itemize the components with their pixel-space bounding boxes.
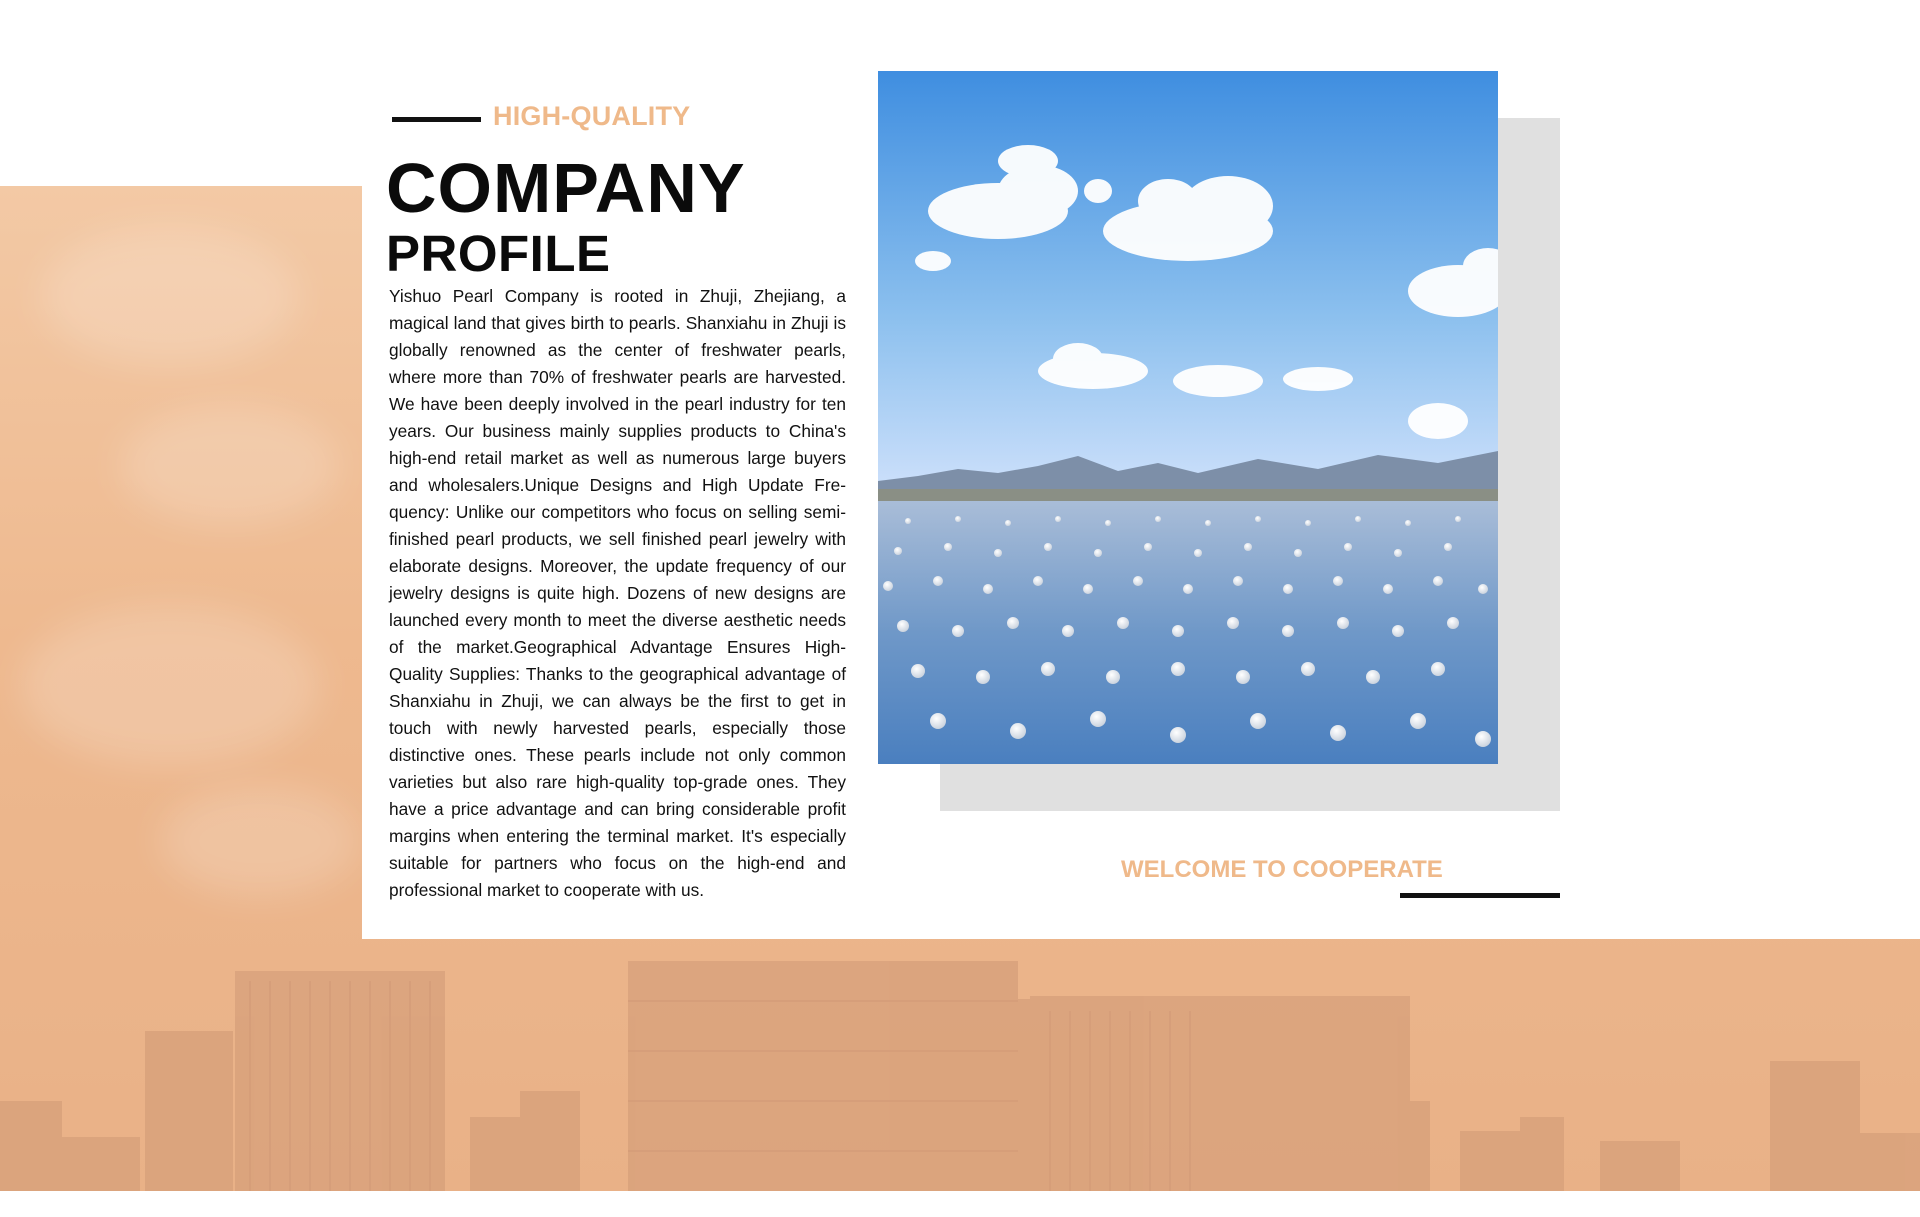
company-profile-text: Yishuo Pearl Company is rooted in Zhuji, Zhejiang, a magical land that gives birth to pearls. Shanxiahu in Zhuji is globally renowned as the center of freshwater pearls, where more than 70% of freshwater pearls are harvested. We have been deeply involved in the pearl industry for ten years. Our business mainly supplies products to China's high-end retail market as well as numerous large buyers and wholesalers.Unique Designs and High Update Frequency: Unlike our competitors who focus on selling semi-finished pearl products, we sell finished pearl jewelry with elaborate designs. Moreover, the update frequency of our jewelry designs is quite high. Dozens of new designs are launched every month to meet the diverse aesthetic needs of the market.Geographical Advantage Ensures High-Quality Supplies: Thanks to the geographical advantage of Shanxiahu in Zhuji, we can always be the first to get in touch with newly harvested pearls, especially those distinctive ones. These pearls include not only common varieties but also rare high-quality top-grade ones. They have a price advantage and can bring considerable profit margins when entering the terminal market. It's especially suitable for partners who focus on the high-end and professional market to cooperate with us. (389, 286, 846, 900)
welcome-heading: WELCOME TO COOPERATE (1121, 856, 1443, 883)
pearl-farm-photo (878, 71, 1498, 764)
bg-cloud (40, 226, 300, 366)
tagline-rule (392, 117, 481, 122)
page-title-line2: PROFILE (386, 225, 611, 282)
page-title-line1: COMPANY (386, 149, 746, 227)
bg-cloud (120, 406, 340, 526)
welcome-rule (1400, 893, 1560, 898)
bottom-white-strip (0, 1191, 1920, 1217)
city-skyline-image (0, 901, 1920, 1191)
tagline: HIGH-QUALITY (493, 101, 691, 131)
bg-cloud (20, 606, 320, 766)
bg-cloud (160, 786, 360, 896)
